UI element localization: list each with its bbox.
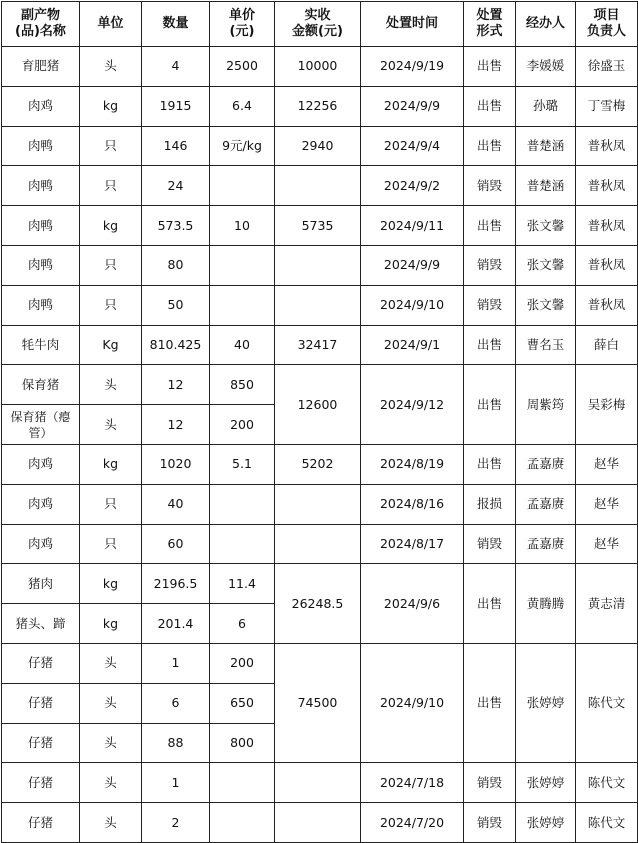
date-cell: 2024/8/16 (361, 484, 464, 524)
unit-cell: kg (80, 444, 142, 484)
qty-cell: 146 (142, 126, 210, 166)
name-cell: 肉鸭 (2, 245, 80, 285)
amount-cell: 5202 (275, 444, 361, 484)
price-cell: 200 (210, 405, 275, 445)
handler-cell: 张婷婷 (516, 763, 576, 803)
table-row (2, 285, 638, 325)
price-cell (210, 245, 275, 285)
leader-cell: 陈代文 (576, 763, 638, 803)
leader-cell: 普秋凤 (576, 245, 638, 285)
date-cell: 2024/9/10 (361, 643, 464, 762)
unit-cell: 只 (80, 245, 142, 285)
form-cell: 销毁 (464, 803, 516, 843)
unit-cell: Kg (80, 325, 142, 365)
header-cell: 项目 负责人 (576, 2, 638, 47)
name-cell: 肉鸡 (2, 524, 80, 564)
unit-cell: 只 (80, 484, 142, 524)
unit-cell: kg (80, 86, 142, 126)
unit-cell: 头 (80, 365, 142, 405)
name-cell: 保育猪 (2, 365, 80, 405)
price-cell (210, 285, 275, 325)
price-cell (210, 803, 275, 843)
leader-cell: 普秋凤 (576, 126, 638, 166)
unit-cell: 头 (80, 763, 142, 803)
form-cell: 销毁 (464, 524, 516, 564)
amount-cell: 10000 (275, 47, 361, 87)
price-cell (210, 763, 275, 803)
leader-cell: 普秋凤 (576, 206, 638, 246)
leader-cell: 徐盛玉 (576, 47, 638, 87)
handler-cell: 孟嘉赓 (516, 524, 576, 564)
handler-cell: 孟嘉赓 (516, 444, 576, 484)
price-cell: 11.4 (210, 564, 275, 604)
name-cell: 肉鸡 (2, 484, 80, 524)
table-row (2, 564, 638, 604)
form-cell: 销毁 (464, 245, 516, 285)
table-row (2, 524, 638, 564)
unit-cell: kg (80, 564, 142, 604)
header-row (2, 2, 638, 47)
name-cell: 肉鸭 (2, 206, 80, 246)
handler-cell: 周紫筠 (516, 365, 576, 445)
name-cell: 仔猪 (2, 803, 80, 843)
qty-cell: 1915 (142, 86, 210, 126)
qty-cell: 2 (142, 803, 210, 843)
leader-cell: 普秋凤 (576, 285, 638, 325)
price-cell: 800 (210, 723, 275, 763)
form-cell: 报损 (464, 484, 516, 524)
handler-cell: 张文馨 (516, 206, 576, 246)
leader-cell: 吴彩梅 (576, 365, 638, 445)
price-cell: 40 (210, 325, 275, 365)
unit-cell: 头 (80, 643, 142, 683)
name-cell: 猪头、蹄 (2, 604, 80, 644)
amount-cell: 74500 (275, 643, 361, 762)
leader-cell: 丁雪梅 (576, 86, 638, 126)
unit-cell: 只 (80, 285, 142, 325)
table-row (2, 47, 638, 87)
price-cell: 9元/kg (210, 126, 275, 166)
date-cell: 2024/9/9 (361, 245, 464, 285)
table-row (2, 763, 638, 803)
form-cell: 出售 (464, 564, 516, 644)
name-cell: 猪肉 (2, 564, 80, 604)
qty-cell: 201.4 (142, 604, 210, 644)
header-cell: 单位 (80, 2, 142, 47)
qty-cell: 1020 (142, 444, 210, 484)
header-cell: 数量 (142, 2, 210, 47)
qty-cell: 6 (142, 683, 210, 723)
leader-cell: 赵华 (576, 484, 638, 524)
date-cell: 2024/9/12 (361, 365, 464, 445)
qty-cell: 60 (142, 524, 210, 564)
leader-cell: 赵华 (576, 444, 638, 484)
form-cell: 出售 (464, 206, 516, 246)
date-cell: 2024/8/19 (361, 444, 464, 484)
disposal-table (1, 1, 638, 843)
table-row (2, 444, 638, 484)
form-cell: 出售 (464, 86, 516, 126)
unit-cell: kg (80, 206, 142, 246)
qty-cell: 50 (142, 285, 210, 325)
handler-cell: 张婷婷 (516, 643, 576, 762)
price-cell: 6.4 (210, 86, 275, 126)
table-row (2, 245, 638, 285)
date-cell: 2024/9/19 (361, 47, 464, 87)
leader-cell: 普秋凤 (576, 166, 638, 206)
name-cell: 肉鸡 (2, 86, 80, 126)
handler-cell: 张文馨 (516, 285, 576, 325)
table-row (2, 206, 638, 246)
table-row (2, 166, 638, 206)
date-cell: 2024/7/20 (361, 803, 464, 843)
unit-cell: 只 (80, 166, 142, 206)
amount-cell (275, 285, 361, 325)
unit-cell: 头 (80, 803, 142, 843)
amount-cell (275, 166, 361, 206)
date-cell: 2024/9/1 (361, 325, 464, 365)
qty-cell: 810.425 (142, 325, 210, 365)
qty-cell: 1 (142, 643, 210, 683)
unit-cell: 头 (80, 723, 142, 763)
amount-cell (275, 484, 361, 524)
price-cell: 850 (210, 365, 275, 405)
name-cell: 肉鸭 (2, 166, 80, 206)
table-row (2, 803, 638, 843)
date-cell: 2024/8/17 (361, 524, 464, 564)
form-cell: 出售 (464, 444, 516, 484)
amount-cell: 2940 (275, 126, 361, 166)
date-cell: 2024/9/10 (361, 285, 464, 325)
unit-cell: kg (80, 604, 142, 644)
form-cell: 出售 (464, 365, 516, 445)
form-cell: 销毁 (464, 285, 516, 325)
amount-cell (275, 524, 361, 564)
price-cell (210, 524, 275, 564)
qty-cell: 24 (142, 166, 210, 206)
name-cell: 肉鸭 (2, 285, 80, 325)
header-cell: 处置时间 (361, 2, 464, 47)
handler-cell: 黄腾腾 (516, 564, 576, 644)
header-cell: 副产物 (品)名称 (2, 2, 80, 47)
qty-cell: 573.5 (142, 206, 210, 246)
date-cell: 2024/9/11 (361, 206, 464, 246)
header-cell: 实收 金额(元) (275, 2, 361, 47)
date-cell: 2024/9/4 (361, 126, 464, 166)
date-cell: 2024/9/6 (361, 564, 464, 644)
amount-cell (275, 803, 361, 843)
table-row (2, 365, 638, 405)
qty-cell: 80 (142, 245, 210, 285)
form-cell: 出售 (464, 126, 516, 166)
name-cell: 仔猪 (2, 643, 80, 683)
price-cell (210, 484, 275, 524)
form-cell: 出售 (464, 47, 516, 87)
name-cell: 肉鸡 (2, 444, 80, 484)
handler-cell: 张婷婷 (516, 803, 576, 843)
form-cell: 出售 (464, 643, 516, 762)
amount-cell: 5735 (275, 206, 361, 246)
table-row (2, 643, 638, 683)
qty-cell: 12 (142, 365, 210, 405)
price-cell (210, 166, 275, 206)
header-cell: 单价 (元) (210, 2, 275, 47)
handler-cell: 普楚涵 (516, 126, 576, 166)
name-cell: 仔猪 (2, 683, 80, 723)
table-row (2, 86, 638, 126)
leader-cell: 黄志清 (576, 564, 638, 644)
handler-cell: 曹名玉 (516, 325, 576, 365)
price-cell: 6 (210, 604, 275, 644)
leader-cell: 薛白 (576, 325, 638, 365)
handler-cell: 孟嘉赓 (516, 484, 576, 524)
form-cell: 销毁 (464, 763, 516, 803)
handler-cell: 普楚涵 (516, 166, 576, 206)
leader-cell: 赵华 (576, 524, 638, 564)
amount-cell: 12256 (275, 86, 361, 126)
price-cell: 5.1 (210, 444, 275, 484)
unit-cell: 头 (80, 47, 142, 87)
form-cell: 出售 (464, 325, 516, 365)
qty-cell: 88 (142, 723, 210, 763)
qty-cell: 4 (142, 47, 210, 87)
price-cell: 650 (210, 683, 275, 723)
unit-cell: 头 (80, 683, 142, 723)
leader-cell: 陈代文 (576, 643, 638, 762)
unit-cell: 只 (80, 524, 142, 564)
price-cell: 200 (210, 643, 275, 683)
amount-cell: 12600 (275, 365, 361, 445)
leader-cell: 陈代文 (576, 803, 638, 843)
table-row (2, 126, 638, 166)
qty-cell: 1 (142, 763, 210, 803)
amount-cell: 26248.5 (275, 564, 361, 644)
unit-cell: 只 (80, 126, 142, 166)
amount-cell (275, 245, 361, 285)
date-cell: 2024/7/18 (361, 763, 464, 803)
price-cell: 2500 (210, 47, 275, 87)
name-cell: 肉鸭 (2, 126, 80, 166)
table-row (2, 484, 638, 524)
form-cell: 销毁 (464, 166, 516, 206)
date-cell: 2024/9/9 (361, 86, 464, 126)
name-cell: 保育猪（瘪管） (2, 405, 80, 445)
price-cell: 10 (210, 206, 275, 246)
handler-cell: 李媛媛 (516, 47, 576, 87)
name-cell: 仔猪 (2, 723, 80, 763)
amount-cell (275, 763, 361, 803)
header-cell: 经办人 (516, 2, 576, 47)
name-cell: 育肥猪 (2, 47, 80, 87)
name-cell: 牦牛肉 (2, 325, 80, 365)
unit-cell: 头 (80, 405, 142, 445)
header-cell: 处置 形式 (464, 2, 516, 47)
name-cell: 仔猪 (2, 763, 80, 803)
amount-cell: 32417 (275, 325, 361, 365)
qty-cell: 40 (142, 484, 210, 524)
date-cell: 2024/9/2 (361, 166, 464, 206)
qty-cell: 12 (142, 405, 210, 445)
handler-cell: 张文馨 (516, 245, 576, 285)
table-row (2, 325, 638, 365)
qty-cell: 2196.5 (142, 564, 210, 604)
handler-cell: 孙璐 (516, 86, 576, 126)
